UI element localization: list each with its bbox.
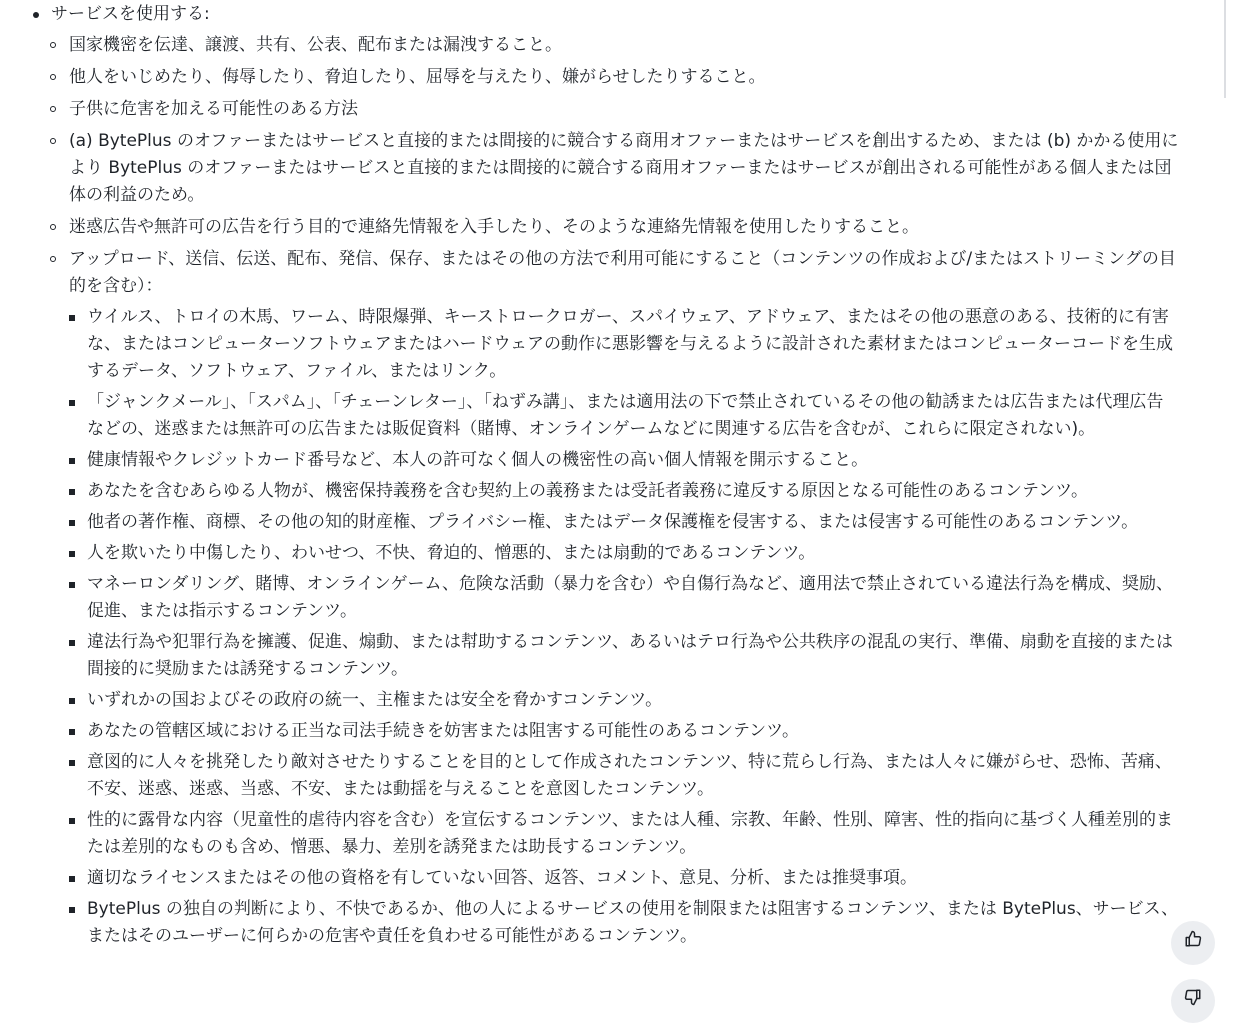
list-item: 子供に危害を加える可能性のある方法 bbox=[51, 96, 1180, 123]
list-item bbox=[0, 1, 1180, 950]
terms-list bbox=[0, 1, 1180, 950]
list-heading: サービスを使用する: bbox=[51, 4, 210, 24]
sub-list-item: 他者の著作権、商標、その他の知的財産権、プライバシー権、またはデータ保護権を侵害する、または侵害する可能性のあるコンテンツ。 bbox=[69, 509, 1180, 536]
list-item: 国家機密を伝達、譲渡、共有、公表、配布または漏洩すること。 bbox=[51, 32, 1180, 59]
list-item bbox=[51, 246, 1180, 950]
sub-list-item: 意図的に人々を挑発したり敵対させたりすることを目的として作成されたコンテンツ、特に荒らし行為、または人々に嫌がらせ、恐怖、苦痛、不安、迷惑、迷惑、当惑、不安、または動揺を与えることを意図したコンテンツ。 bbox=[69, 749, 1180, 803]
nested-list bbox=[51, 32, 1180, 950]
thumbs-up-button[interactable] bbox=[1171, 921, 1215, 965]
thumbs-up-icon bbox=[1184, 930, 1202, 957]
sub-list-item: あなたの管轄区域における正当な司法手続きを妨害または阻害する可能性のあるコンテンツ。 bbox=[69, 718, 1180, 745]
sub-list-item: 性的に露骨な内容（児童性的虐待内容を含む）を宣伝するコンテンツ、または人種、宗教、年齢、性別、障害、性的指向に基づく人種差別的または差別的なものも含め、憎悪、暴力、差別を誘発または助長するコンテンツ。 bbox=[69, 807, 1180, 861]
thumbs-down-button[interactable] bbox=[1171, 979, 1215, 1023]
scrollbar[interactable] bbox=[1224, 0, 1226, 98]
sub-list-item: 「ジャンクメール」、「スパム」、「チェーンレター」、「ねずみ講」、または適用法の下で禁止されているその他の勧誘または広告または代理広告などの、迷惑または無許可の広告または販促資料（賭博、オンラインゲームなどに関連する広告を含むが、これらに限定されない)。 bbox=[69, 389, 1180, 443]
sub-list-item: 違法行為や犯罪行為を擁護、促進、煽動、または幇助するコンテンツ、あるいはテロ行為や公共秩序の混乱の実行、準備、扇動を直接的または間接的に奨励または誘発するコンテンツ。 bbox=[69, 629, 1180, 683]
list-item: (a) BytePlus のオファーまたはサービスと直接的または間接的に競合する商用オファーまたはサービスを創出するため、または (b) かかる使用により BytePlus のオファーまたはサービスと直接的または間接的に競合する商用オファーまたはサービスが創出される可能性がある個人または団体の利益のため。 bbox=[51, 128, 1180, 209]
list-item: 他人をいじめたり、侮辱したり、脅迫したり、屈辱を与えたり、嫌がらせしたりすること。 bbox=[51, 64, 1180, 91]
sub-list-item: 人を欺いたり中傷したり、わいせつ、不快、脅迫的、憎悪的、または扇動的であるコンテンツ。 bbox=[69, 540, 1180, 567]
sub-list-item: 健康情報やクレジットカード番号など、本人の許可なく個人の機密性の高い個人情報を開示すること。 bbox=[69, 447, 1180, 474]
sub-list-item: 適切なライセンスまたはその他の資格を有していない回答、返答、コメント、意見、分析、または推奨事項。 bbox=[69, 865, 1180, 892]
list-item-text: アップロード、送信、伝送、配布、発信、保存、またはその他の方法で利用可能にすること（コンテンツの作成および/またはストリーミングの目的を含む）： bbox=[69, 249, 1176, 296]
sub-list-item: いずれかの国およびその政府の統一、主権または安全を脅かすコンテンツ。 bbox=[69, 687, 1180, 714]
list-item: 迷惑広告や無許可の広告を行う目的で連絡先情報を入手したり、そのような連絡先情報を使用したりすること。 bbox=[51, 214, 1180, 241]
sub-list-item: マネーロンダリング、賭博、オンラインゲーム、危険な活動（暴力を含む）や自傷行為など、適用法で禁止されている違法行為を構成、奨励、促進、または指示するコンテンツ。 bbox=[69, 571, 1180, 625]
sub-list-item: ウイルス、トロイの木馬、ワーム、時限爆弾、キーストロークロガー、スパイウェア、アドウェア、またはその他の悪意のある、技術的に有害な、またはコンピューターソフトウェアまたはハードウェアの動作に悪影響を与えるように設計された素材またはコンピューターコードを生成するデータ、ソフトウェア、ファイル、またはリンク。 bbox=[69, 304, 1180, 385]
sub-list bbox=[69, 304, 1180, 950]
thumbs-down-icon bbox=[1184, 988, 1202, 1015]
sub-list-item: あなたを含むあらゆる人物が、機密保持義務を含む契約上の義務または受託者義務に違反する原因となる可能性のあるコンテンツ。 bbox=[69, 478, 1180, 505]
sub-list-item: BytePlus の独自の判断により、不快であるか、他の人によるサービスの使用を制限または阻害するコンテンツ、または BytePlus、サービス、またはそのユーザーに何らかの危害や責任を負わせる可能性があるコンテンツ。 bbox=[69, 896, 1180, 950]
